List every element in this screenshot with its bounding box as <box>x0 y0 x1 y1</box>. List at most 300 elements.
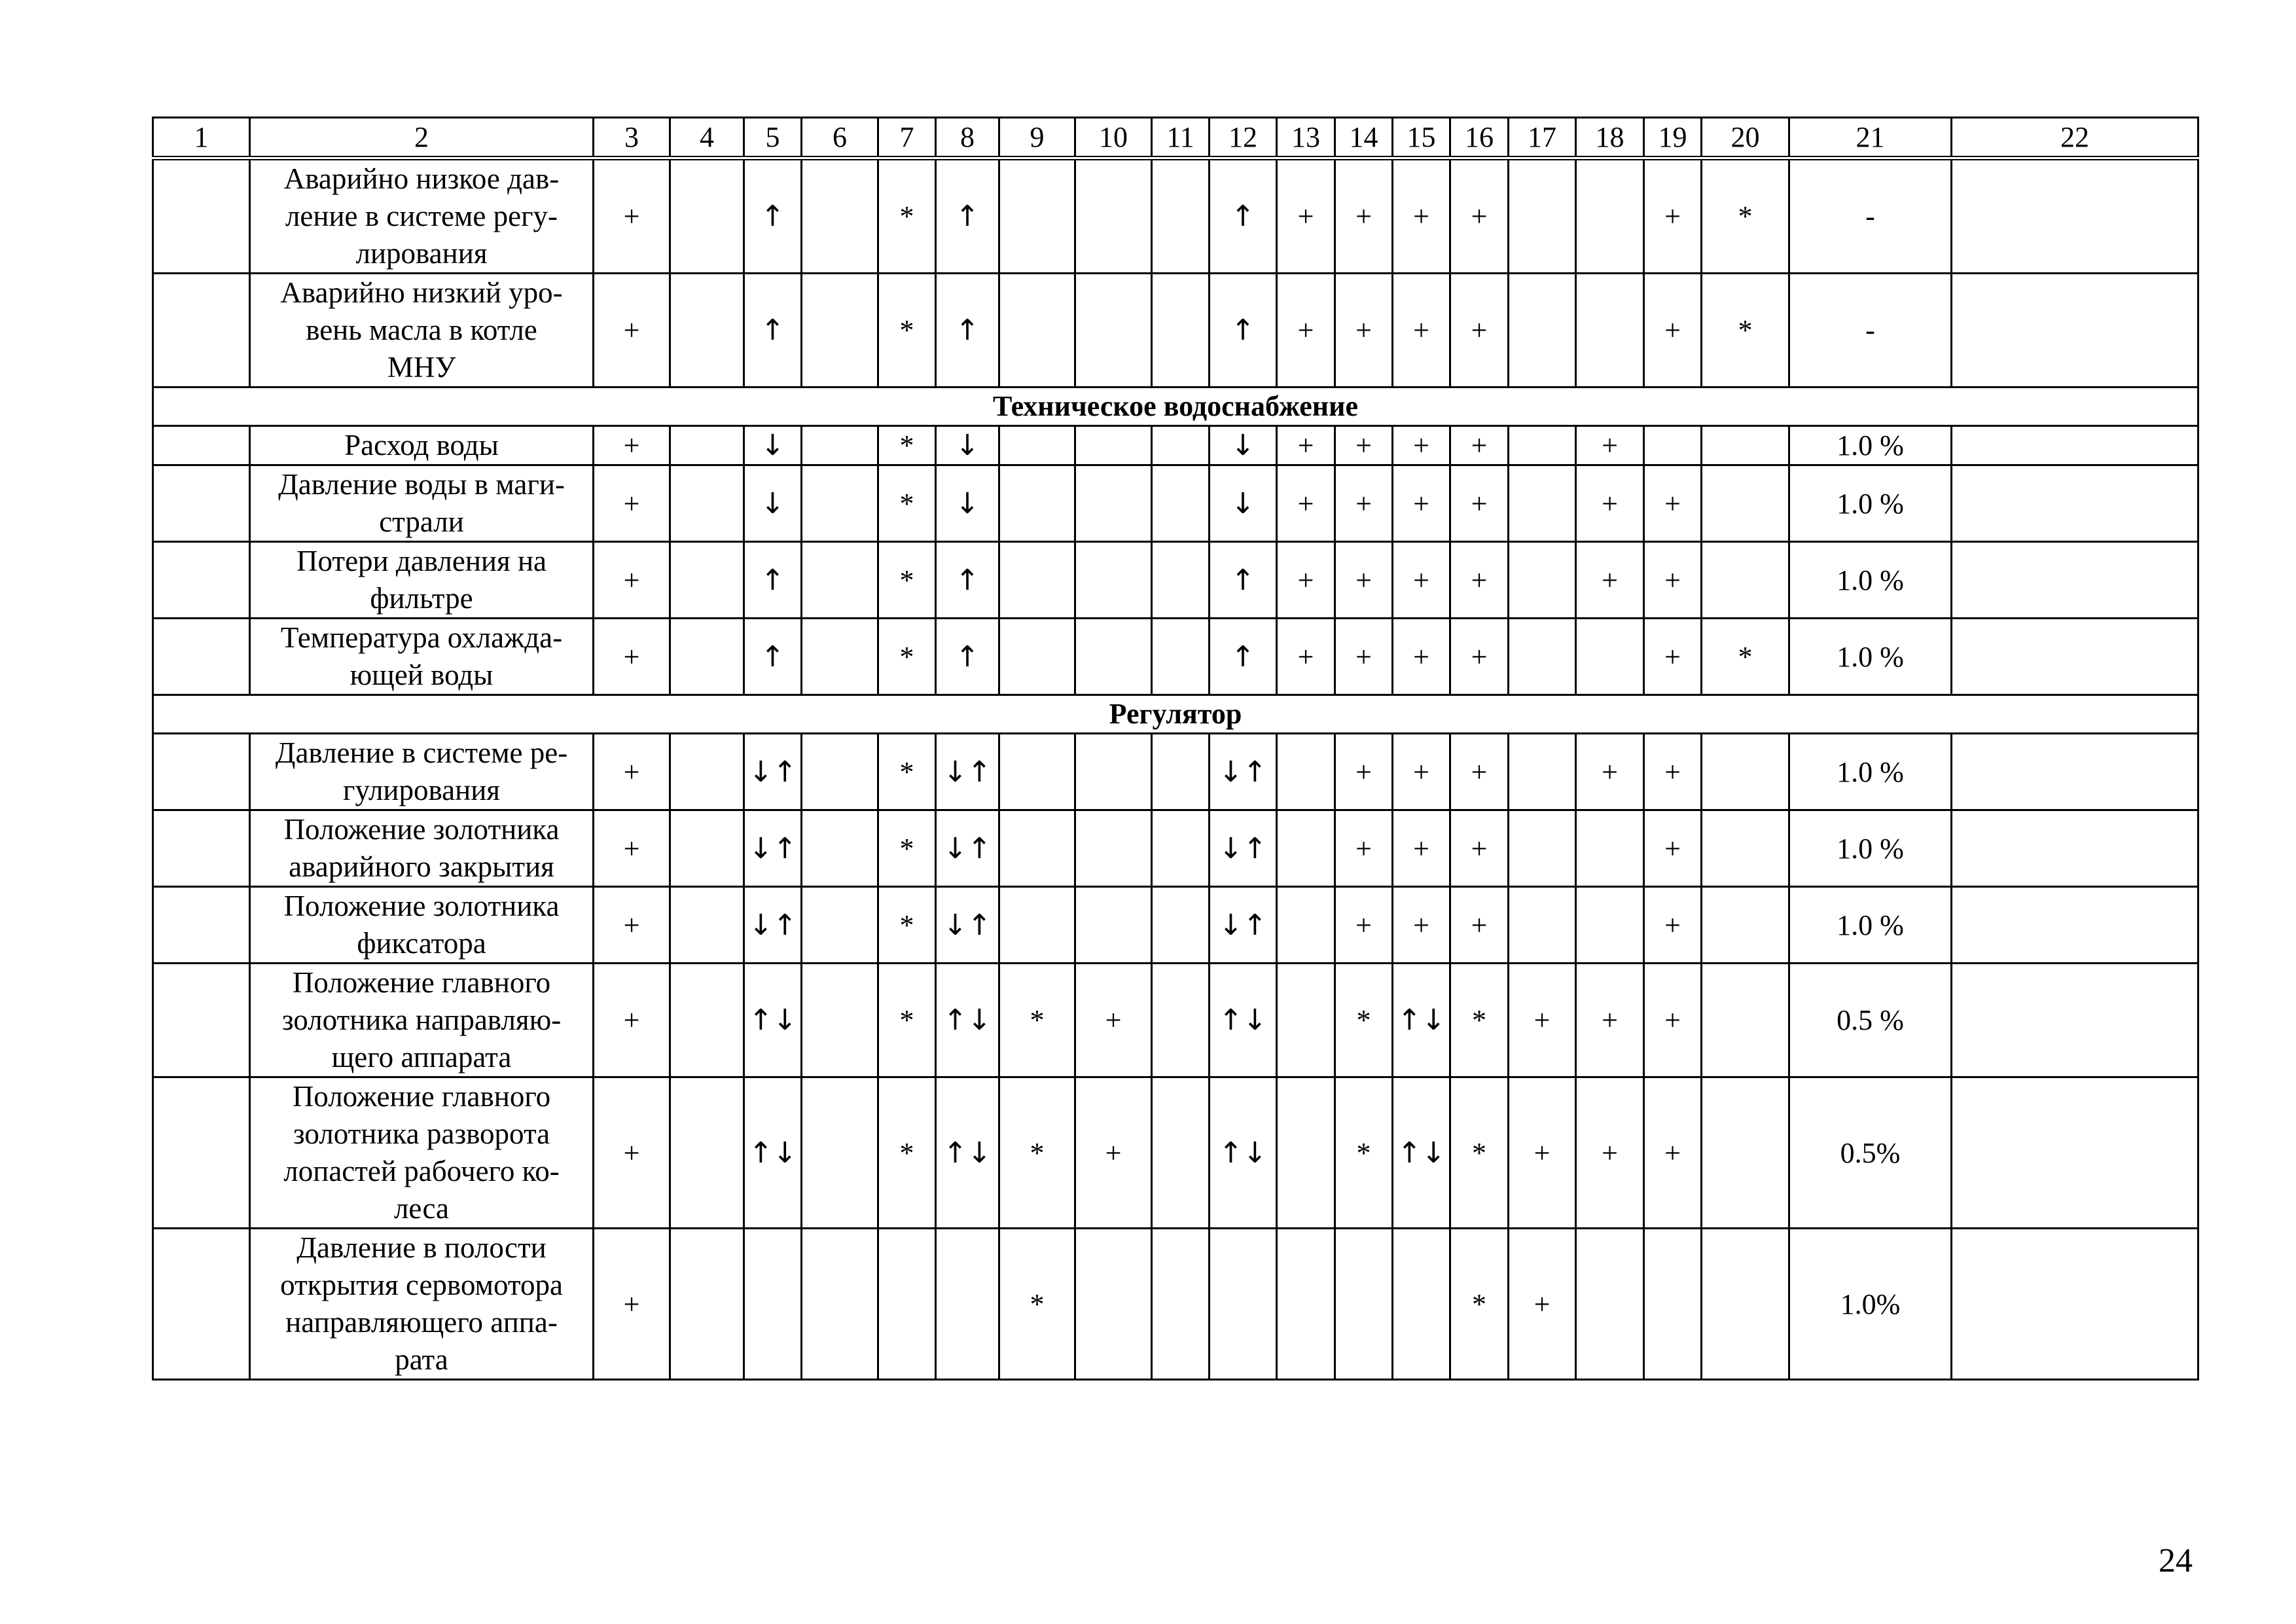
table-cell: + <box>1277 619 1335 695</box>
table-cell: * <box>878 619 936 695</box>
table-cell: + <box>1644 619 1702 695</box>
column-number: 14 <box>1335 118 1393 158</box>
table-cell: * <box>878 158 936 274</box>
arrow-mark: ↑↓ <box>744 964 802 1077</box>
parameter-name: Температура охлажда- ющей воды <box>250 619 594 695</box>
table-cell <box>153 426 250 465</box>
arrow-mark: ↑↓ <box>744 1077 802 1229</box>
arrow-mark: ↓↑ <box>1210 734 1277 810</box>
arrow-mark: ↓↑ <box>744 810 802 887</box>
table-cell <box>1952 542 2198 619</box>
table-cell <box>1952 465 2198 542</box>
table-cell <box>1075 274 1152 388</box>
table-cell: 1.0 % <box>1789 426 1952 465</box>
table-cell: 1.0 % <box>1789 734 1952 810</box>
column-number: 7 <box>878 118 936 158</box>
arrow-mark: ↓↑ <box>744 734 802 810</box>
table-cell <box>1644 1229 1702 1380</box>
table-cell <box>1075 887 1152 964</box>
table-cell <box>153 810 250 887</box>
table-cell <box>1075 1229 1152 1380</box>
arrow-mark: ↓↑ <box>744 887 802 964</box>
table-row <box>153 810 2198 887</box>
arrow-mark: ↑↓ <box>936 964 999 1077</box>
table-cell <box>1075 158 1152 274</box>
table-cell: 1.0 % <box>1789 619 1952 695</box>
table-cell: + <box>594 810 670 887</box>
table-cell <box>1702 465 1789 542</box>
table-cell: + <box>1335 158 1393 274</box>
table-row <box>153 465 2198 542</box>
table-cell <box>802 810 878 887</box>
table-cell: + <box>1393 887 1450 964</box>
table-cell: + <box>1644 465 1702 542</box>
table-cell: + <box>1576 964 1644 1077</box>
table-cell: + <box>594 734 670 810</box>
table-cell: + <box>1393 734 1450 810</box>
table-cell: 1.0 % <box>1789 542 1952 619</box>
table-cell <box>999 274 1075 388</box>
table-cell: * <box>878 887 936 964</box>
table-cell: + <box>1075 964 1152 1077</box>
column-number: 5 <box>744 118 802 158</box>
table-cell <box>1952 1229 2198 1380</box>
table-cell: 1.0 % <box>1789 465 1952 542</box>
table-cell: + <box>1277 274 1335 388</box>
table-cell <box>670 734 744 810</box>
table-cell <box>1509 426 1576 465</box>
parameter-name: Положение золотника фиксатора <box>250 887 594 964</box>
table-cell: + <box>1450 887 1509 964</box>
table-cell: + <box>1644 274 1702 388</box>
arrow-mark: ↓↑ <box>936 810 999 887</box>
table-cell <box>802 465 878 542</box>
table-cell: + <box>1393 274 1450 388</box>
table-cell: + <box>1450 465 1509 542</box>
table-cell: + <box>1075 1077 1152 1229</box>
table-cell <box>1702 1077 1789 1229</box>
column-number-row <box>153 118 2198 158</box>
arrow-mark: ↑↓ <box>936 1077 999 1229</box>
table-cell <box>999 810 1075 887</box>
table-cell <box>153 465 250 542</box>
table-cell: * <box>878 810 936 887</box>
table-cell <box>802 158 878 274</box>
table-cell <box>153 158 250 274</box>
table-cell <box>802 1077 878 1229</box>
table-cell <box>1952 887 2198 964</box>
table-cell <box>1152 158 1210 274</box>
table-cell <box>1509 465 1576 542</box>
table-cell: + <box>1450 158 1509 274</box>
table-cell: + <box>1450 619 1509 695</box>
table-cell: * <box>878 734 936 810</box>
table-cell <box>670 619 744 695</box>
table-cell <box>1576 810 1644 887</box>
table-cell <box>1576 619 1644 695</box>
table-cell: + <box>1450 810 1509 887</box>
table-cell: + <box>1277 426 1335 465</box>
table-cell <box>1702 734 1789 810</box>
table-row <box>153 887 2198 964</box>
table-cell <box>802 542 878 619</box>
arrow-mark: ↑↓ <box>1210 1077 1277 1229</box>
table-cell <box>153 619 250 695</box>
arrow-mark: ↑ <box>1210 274 1277 388</box>
table-cell <box>1277 810 1335 887</box>
table-cell <box>1075 426 1152 465</box>
table-cell: + <box>594 887 670 964</box>
table-cell <box>1702 426 1789 465</box>
arrow-mark: ↑ <box>1210 158 1277 274</box>
column-number: 4 <box>670 118 744 158</box>
arrow-mark: ↓ <box>744 426 802 465</box>
column-number: 1 <box>153 118 250 158</box>
table-cell <box>153 734 250 810</box>
table-cell <box>670 274 744 388</box>
parameter-name: Расход воды <box>250 426 594 465</box>
table-cell <box>1952 964 2198 1077</box>
table-cell <box>1952 158 2198 274</box>
table-cell <box>1509 158 1576 274</box>
table-cell <box>153 887 250 964</box>
parameter-name: Аварийно низкий уро- вень масла в котле МНУ <box>250 274 594 388</box>
table-cell <box>1576 887 1644 964</box>
table-cell <box>1509 810 1576 887</box>
table-cell: + <box>1393 619 1450 695</box>
table-cell <box>1644 426 1702 465</box>
table-cell: + <box>1393 158 1450 274</box>
table-cell <box>802 426 878 465</box>
table-cell: * <box>1335 964 1393 1077</box>
table-cell <box>153 964 250 1077</box>
table-cell: + <box>1393 542 1450 619</box>
table-cell <box>802 734 878 810</box>
table-cell <box>802 964 878 1077</box>
table-cell <box>802 274 878 388</box>
table-cell <box>1702 542 1789 619</box>
column-number: 21 <box>1789 118 1952 158</box>
page-number: 24 <box>2159 1542 2193 1579</box>
table-cell <box>999 158 1075 274</box>
column-number: 12 <box>1210 118 1277 158</box>
section-title: Техническое водоснабжение <box>153 388 2198 426</box>
table-cell: 1.0 % <box>1789 810 1952 887</box>
table-cell <box>1075 810 1152 887</box>
table-cell: + <box>1450 274 1509 388</box>
table-cell <box>153 274 250 388</box>
column-number: 2 <box>250 118 594 158</box>
table-cell: * <box>999 964 1075 1077</box>
table-row <box>153 619 2198 695</box>
table-row <box>153 964 2198 1077</box>
table-cell: + <box>1509 964 1576 1077</box>
table-cell <box>1152 1229 1210 1380</box>
table-cell: + <box>1450 734 1509 810</box>
table-cell <box>1075 619 1152 695</box>
table-cell <box>1152 887 1210 964</box>
arrow-mark: ↑↓ <box>1210 964 1277 1077</box>
table-cell <box>1152 274 1210 388</box>
column-number: 8 <box>936 118 999 158</box>
parameter-name: Положение главного золотника разворота лопастей рабочего ко- леса <box>250 1077 594 1229</box>
arrow-mark: ↑↓ <box>1393 1077 1450 1229</box>
table-cell <box>936 1229 999 1380</box>
table-cell: + <box>1509 1229 1576 1380</box>
table-cell <box>1152 810 1210 887</box>
arrow-mark: ↑ <box>1210 542 1277 619</box>
arrow-mark: ↑ <box>936 158 999 274</box>
table-cell: + <box>1644 158 1702 274</box>
table-cell <box>1210 1229 1277 1380</box>
column-number: 22 <box>1952 118 2198 158</box>
column-number: 17 <box>1509 118 1576 158</box>
column-number: 13 <box>1277 118 1335 158</box>
table-cell <box>878 1229 936 1380</box>
column-number: 11 <box>1152 118 1210 158</box>
table-cell: + <box>1450 426 1509 465</box>
table-cell <box>802 887 878 964</box>
section-title: Регулятор <box>153 695 2198 734</box>
table-cell: * <box>878 1077 936 1229</box>
table-cell: + <box>594 465 670 542</box>
table-cell <box>1075 542 1152 619</box>
table-cell: + <box>1335 887 1393 964</box>
table-cell: + <box>1335 465 1393 542</box>
table-cell <box>153 1077 250 1229</box>
table-cell <box>1509 274 1576 388</box>
table-cell <box>670 542 744 619</box>
arrow-mark: ↑ <box>936 619 999 695</box>
column-number: 3 <box>594 118 670 158</box>
table-cell: + <box>1393 426 1450 465</box>
table-cell: + <box>594 1077 670 1229</box>
arrow-mark: ↑ <box>936 274 999 388</box>
parameter-name: Давление в системе ре- гулирования <box>250 734 594 810</box>
table-cell: * <box>878 964 936 1077</box>
table-cell: + <box>1335 619 1393 695</box>
column-number: 16 <box>1450 118 1509 158</box>
table-cell: + <box>1335 274 1393 388</box>
table-cell: + <box>1644 542 1702 619</box>
table-cell <box>1702 810 1789 887</box>
table-cell <box>999 619 1075 695</box>
table-cell <box>744 1229 802 1380</box>
table-cell <box>670 158 744 274</box>
table-cell: 0.5 % <box>1789 964 1952 1077</box>
table-row <box>153 1077 2198 1229</box>
table-cell: + <box>594 619 670 695</box>
table-cell: + <box>594 274 670 388</box>
table-cell: + <box>594 542 670 619</box>
table-cell <box>1335 1229 1393 1380</box>
table-cell <box>1509 734 1576 810</box>
column-number: 20 <box>1702 118 1789 158</box>
table-cell: * <box>999 1229 1075 1380</box>
column-number: 19 <box>1644 118 1702 158</box>
table-cell <box>1277 964 1335 1077</box>
table-cell <box>670 465 744 542</box>
table-cell <box>670 964 744 1077</box>
table-cell: + <box>594 1229 670 1380</box>
arrow-mark: ↓ <box>1210 426 1277 465</box>
table-cell <box>999 887 1075 964</box>
table-row <box>153 734 2198 810</box>
table-cell <box>1702 887 1789 964</box>
table-cell: + <box>1335 810 1393 887</box>
arrow-mark: ↑ <box>936 542 999 619</box>
table-cell: + <box>594 964 670 1077</box>
table-cell <box>999 734 1075 810</box>
parameter-name: Давление в полости открытия сервомотора направляющего аппа- рата <box>250 1229 594 1380</box>
table-cell <box>1576 158 1644 274</box>
column-number: 10 <box>1075 118 1152 158</box>
table-cell <box>670 810 744 887</box>
arrow-mark: ↓↑ <box>936 734 999 810</box>
table-cell <box>1952 810 2198 887</box>
table-cell <box>999 426 1075 465</box>
table-cell: + <box>1644 734 1702 810</box>
table-cell <box>1952 274 2198 388</box>
table-cell <box>1952 734 2198 810</box>
column-number: 18 <box>1576 118 1644 158</box>
table-cell <box>670 887 744 964</box>
table-cell <box>1576 1229 1644 1380</box>
table-cell <box>1152 734 1210 810</box>
table-cell: * <box>878 274 936 388</box>
arrow-mark: ↓ <box>1210 465 1277 542</box>
table-cell <box>1075 734 1152 810</box>
table-cell: + <box>1393 465 1450 542</box>
table-cell <box>153 542 250 619</box>
table-cell: + <box>1644 964 1702 1077</box>
arrow-mark: ↑ <box>744 158 802 274</box>
table-cell <box>1152 964 1210 1077</box>
table-cell: + <box>1335 734 1393 810</box>
table-cell: * <box>1450 1077 1509 1229</box>
table-row <box>153 426 2198 465</box>
table-cell <box>999 465 1075 542</box>
table-cell: * <box>1702 158 1789 274</box>
table-cell <box>1152 465 1210 542</box>
table-cell <box>1393 1229 1450 1380</box>
table-cell <box>1152 1077 1210 1229</box>
table-cell <box>1952 1077 2198 1229</box>
arrow-mark: ↑ <box>1210 619 1277 695</box>
table-cell <box>153 1229 250 1380</box>
table-cell <box>670 1229 744 1380</box>
table-cell <box>1152 542 1210 619</box>
table-row <box>153 274 2198 388</box>
table-cell: 0.5% <box>1789 1077 1952 1229</box>
arrow-mark: ↑ <box>744 274 802 388</box>
table-cell <box>1152 426 1210 465</box>
parameter-name: Положение главного золотника направляю- щего аппарата <box>250 964 594 1077</box>
table-cell <box>1952 426 2198 465</box>
table-cell <box>1702 964 1789 1077</box>
table-cell: + <box>1335 542 1393 619</box>
table-cell: + <box>1277 542 1335 619</box>
table-cell <box>1509 887 1576 964</box>
table-cell: + <box>1277 158 1335 274</box>
table-cell: + <box>1335 426 1393 465</box>
table-cell: + <box>1509 1077 1576 1229</box>
table-cell: + <box>1393 810 1450 887</box>
table-cell <box>1277 1077 1335 1229</box>
table-cell: + <box>1644 810 1702 887</box>
table-cell <box>1509 542 1576 619</box>
table-cell <box>1702 1229 1789 1380</box>
table-cell: + <box>1576 426 1644 465</box>
table-cell <box>802 619 878 695</box>
table-cell <box>1277 887 1335 964</box>
section-header-row <box>153 388 2198 426</box>
table-cell: 1.0% <box>1789 1229 1952 1380</box>
table-cell: * <box>1702 274 1789 388</box>
table-cell: * <box>999 1077 1075 1229</box>
table-cell: * <box>1335 1077 1393 1229</box>
table-cell: * <box>878 542 936 619</box>
table-cell <box>802 1229 878 1380</box>
arrow-mark: ↑↓ <box>1393 964 1450 1077</box>
table-cell <box>1152 619 1210 695</box>
table-cell: + <box>1450 542 1509 619</box>
table-cell: + <box>594 158 670 274</box>
parameters-table <box>152 117 2199 1380</box>
column-number: 15 <box>1393 118 1450 158</box>
table-cell <box>1277 734 1335 810</box>
table-cell: + <box>1576 542 1644 619</box>
arrow-mark: ↓ <box>744 465 802 542</box>
table-cell: + <box>594 426 670 465</box>
table-cell <box>1075 465 1152 542</box>
table-cell: + <box>1576 734 1644 810</box>
table-cell <box>1576 274 1644 388</box>
arrow-mark: ↓↑ <box>1210 810 1277 887</box>
arrow-mark: ↓ <box>936 465 999 542</box>
table-cell: + <box>1277 465 1335 542</box>
arrow-mark: ↑ <box>744 542 802 619</box>
table-cell: + <box>1576 465 1644 542</box>
table-cell <box>670 1077 744 1229</box>
column-number: 9 <box>999 118 1075 158</box>
table-cell <box>670 426 744 465</box>
table-cell: - <box>1789 158 1952 274</box>
table-row <box>153 542 2198 619</box>
table-cell: * <box>1702 619 1789 695</box>
table-cell: * <box>878 426 936 465</box>
table-cell: + <box>1576 1077 1644 1229</box>
arrow-mark: ↓ <box>936 426 999 465</box>
table-cell: * <box>1450 1229 1509 1380</box>
arrow-mark: ↑ <box>744 619 802 695</box>
table-cell <box>1509 619 1576 695</box>
table-row <box>153 1229 2198 1380</box>
column-number: 6 <box>802 118 878 158</box>
table-cell: 1.0 % <box>1789 887 1952 964</box>
arrow-mark: ↓↑ <box>1210 887 1277 964</box>
parameter-name: Аварийно низкое дав- ление в системе регу- лирования <box>250 158 594 274</box>
parameter-name: Потери давления на фильтре <box>250 542 594 619</box>
table-cell <box>1952 619 2198 695</box>
table-cell: * <box>1450 964 1509 1077</box>
table-cell <box>999 542 1075 619</box>
parameter-name: Положение золотника аварийного закрытия <box>250 810 594 887</box>
table-cell: + <box>1644 1077 1702 1229</box>
parameter-name: Давление воды в маги- страли <box>250 465 594 542</box>
table-cell <box>1277 1229 1335 1380</box>
table-cell: - <box>1789 274 1952 388</box>
